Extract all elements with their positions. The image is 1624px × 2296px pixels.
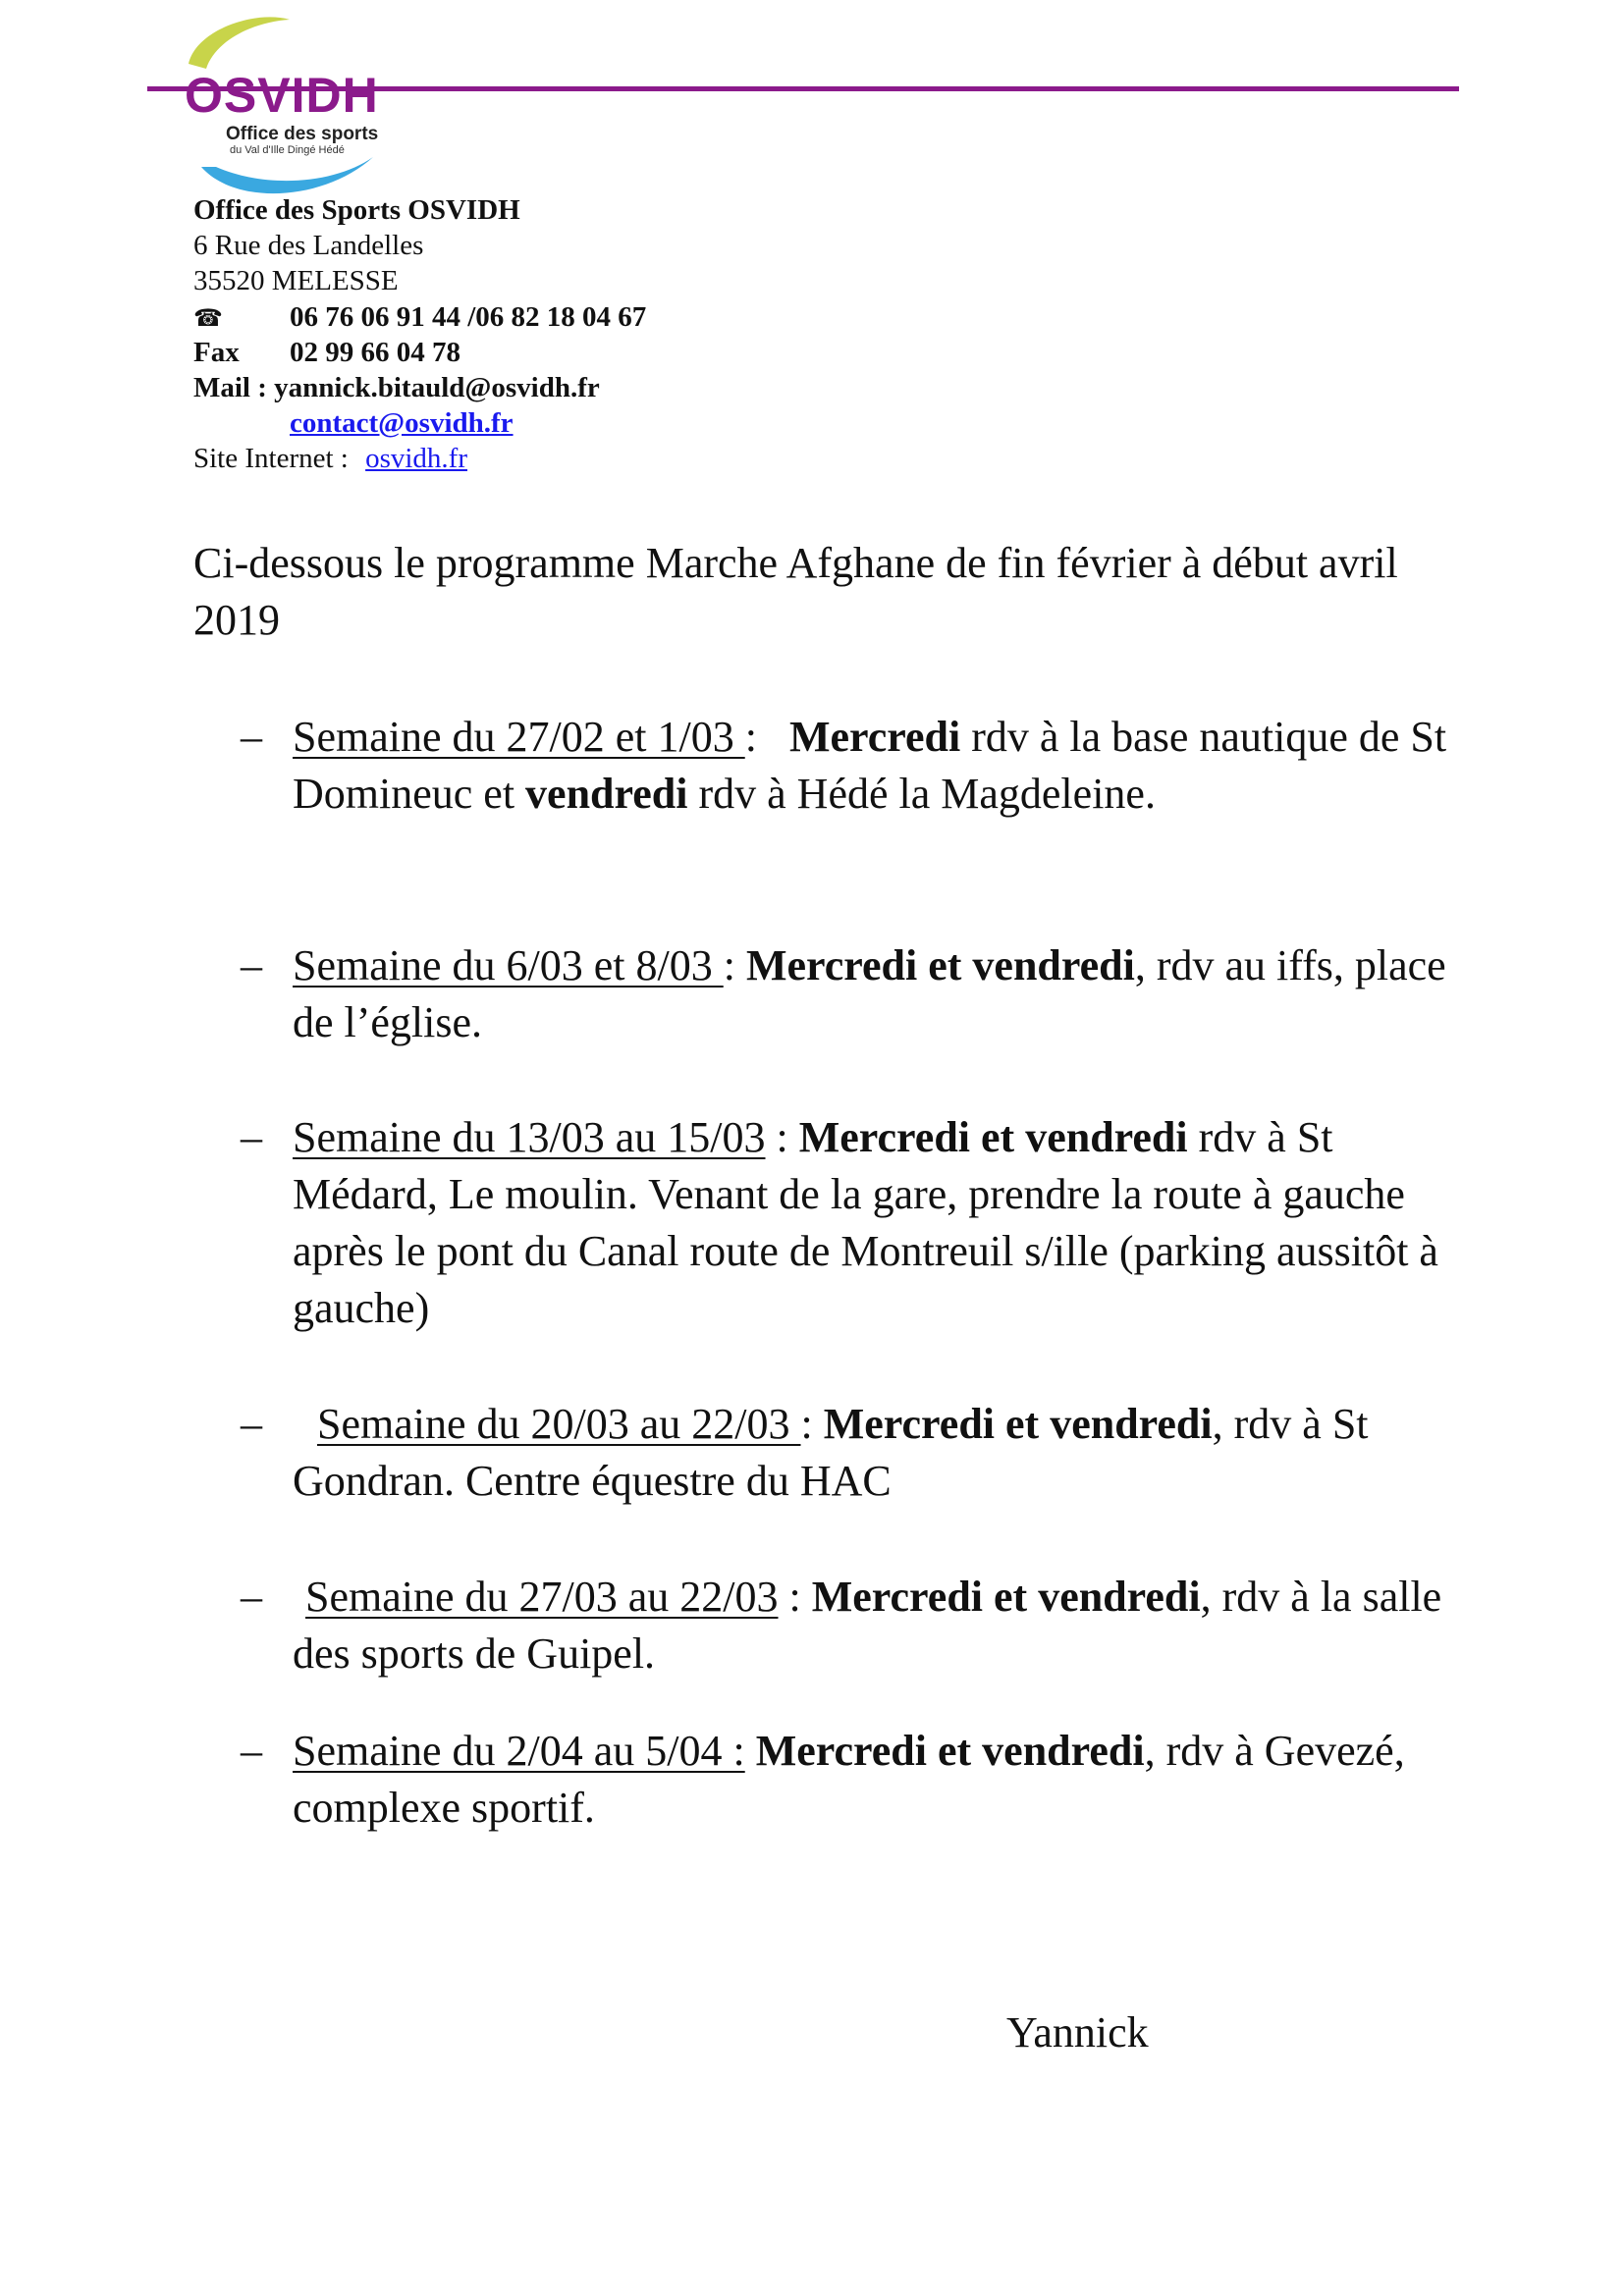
logo-wordmark: OSVIDH	[185, 68, 379, 123]
list-item-text: Semaine du 6/03 et 8/03 : Mercredi et vendredi, rdv au iffs, place de l’église.	[293, 941, 1446, 1046]
list-item-text: Semaine du 27/03 au 22/03 : Mercredi et vendredi, rdv à la salle des sports de Guipel.	[293, 1573, 1442, 1678]
week-range: Semaine du 20/03 au 22/03	[317, 1400, 801, 1448]
logo-subtitle: Office des sports	[226, 124, 379, 144]
mail-address: yannick.bitauld@osvidh.fr	[274, 372, 600, 403]
week-range: Semaine du 13/03 au 15/03	[293, 1113, 766, 1161]
osvidh-logo	[147, 10, 412, 196]
list-dash: –	[241, 713, 262, 761]
mail-line	[193, 370, 600, 405]
phone-number: 06 76 06 91 44 /06 82 18 04 67	[290, 301, 647, 333]
list-dash: –	[241, 941, 262, 989]
week-range: Semaine du 27/02 et 1/03	[293, 713, 745, 761]
intro-paragraph: Ci-dessous le programme Marche Afghane de fin février à début avril 2019	[193, 539, 1398, 644]
list-item-text: Semaine du 13/03 au 15/03 : Mercredi et vendredi rdv à St Médard, Le moulin. Venant de la gare, prendre la route à gauche après le pont du Canal route de Montreuil s/ille (parking aussitôt à gauche)	[293, 1113, 1438, 1332]
phone-line	[193, 299, 647, 336]
site-link[interactable]: osvidh.fr	[365, 443, 468, 474]
logo-tagline: du Val d'Ille Dingé Hédé	[230, 144, 345, 156]
site-line	[193, 441, 467, 476]
list-item-text: Semaine du 27/02 et 1/03 : Mercredi rdv à la base nautique de St Domineuc et vendredi rdv à Hédé la Magdeleine.	[293, 713, 1447, 818]
telephone-icon: ☎	[193, 304, 223, 332]
list-dash: –	[241, 1573, 262, 1621]
list-item-text: Semaine du 2/04 au 5/04 : Mercredi et vendredi, rdv à Gevezé, complexe sportif.	[293, 1727, 1405, 1832]
org-name: Office des Sports OSVIDH	[193, 194, 520, 226]
signature: Yannick	[1006, 2008, 1149, 2056]
mail-label: Mail :	[193, 372, 275, 403]
list-dash: –	[241, 1727, 262, 1775]
street: 6 Rue des Landelles	[193, 230, 424, 261]
list-dash: –	[241, 1113, 262, 1161]
contact-email-link[interactable]: contact@osvidh.fr	[290, 407, 514, 439]
list-dash: –	[241, 1400, 262, 1448]
week-range: Semaine du 27/03 au 22/03	[305, 1573, 779, 1621]
list-item-text: Semaine du 20/03 au 22/03 : Mercredi et vendredi, rdv à St Gondran. Centre équestre du HAC	[293, 1400, 1369, 1505]
week-range: Semaine du 2/04 au 5/04 :	[293, 1727, 745, 1775]
fax-label: Fax	[193, 337, 240, 368]
fax-line	[193, 335, 460, 370]
fax-number: 02 99 66 04 78	[290, 337, 460, 368]
site-label: Site Internet :	[193, 443, 356, 474]
week-range: Semaine du 6/03 et 8/03	[293, 941, 724, 989]
city: 35520 MELESSE	[193, 265, 399, 296]
